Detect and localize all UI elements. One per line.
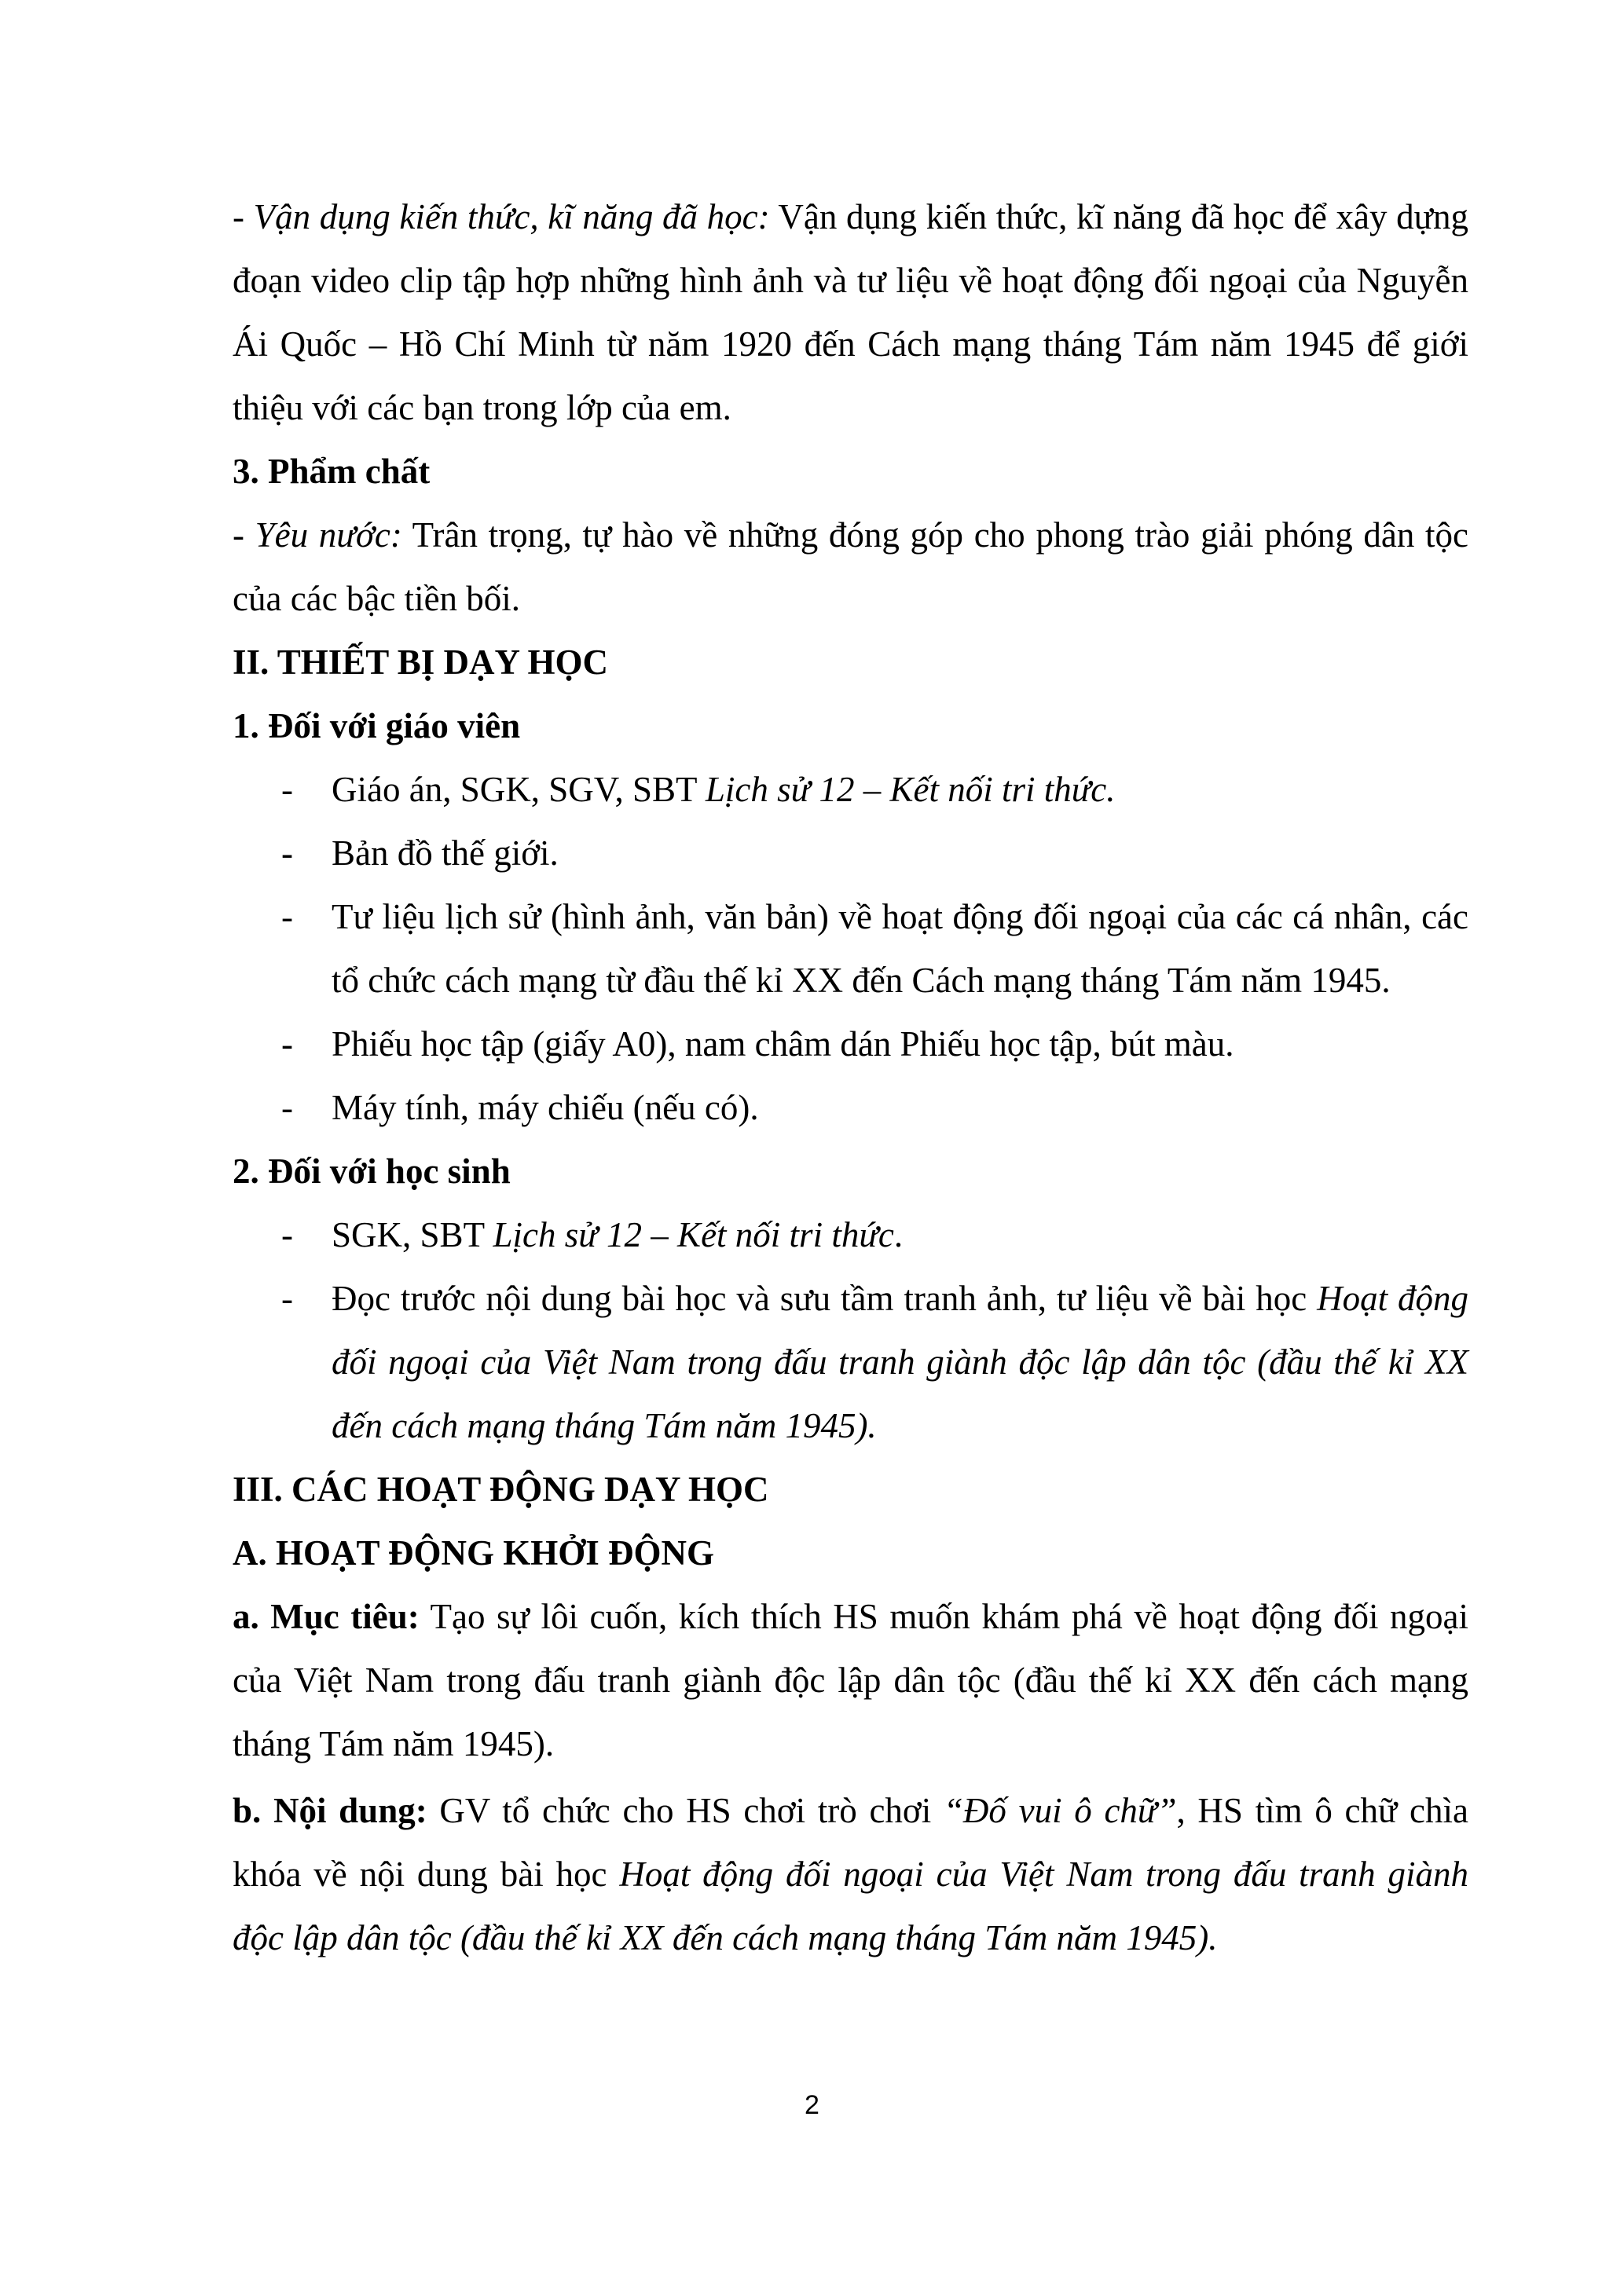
paragraph-patriotism <box>233 504 1468 631</box>
text-patriotism: Trân trọng, tự hào về những đóng góp cho phong trào giải phóng dân tộc của các bậc tiền bối. <box>233 515 1468 618</box>
dash: - <box>281 770 293 809</box>
dash: - <box>281 1215 293 1254</box>
paragraph-apply-skills <box>233 185 1468 440</box>
paragraph-content <box>233 1779 1468 1970</box>
dash: - <box>281 1024 293 1064</box>
heading-student: 2. Đối với học sinh <box>233 1152 511 1191</box>
paragraph-goal <box>233 1585 1468 1776</box>
item-text: Phiếu học tập (giấy A0), nam châm dán Phiếu học tập, bút màu. <box>332 1024 1234 1064</box>
book-title: Lịch sử 12 – Kết nối tri thức. <box>705 770 1116 809</box>
dash: - <box>233 197 254 236</box>
book-title: Lịch sử 12 – Kết nối tri thức <box>493 1215 894 1254</box>
item-text: Bản đồ thế giới. <box>332 833 559 873</box>
item-text: Máy tính, máy chiếu (nếu có). <box>332 1088 759 1127</box>
game-name: “Đố vui ô chữ” <box>943 1791 1177 1830</box>
list-item <box>233 1013 1468 1076</box>
list-item <box>233 1267 1468 1458</box>
dash: - <box>233 515 255 555</box>
item-text: Tư liệu lịch sử (hình ảnh, văn bản) về hoạt động đối ngoại của các cá nhân, các tổ chức cách mạng từ đầu thế kỉ XX đến Cách mạng tháng Tám năm 1945. <box>332 897 1468 1000</box>
heading-warmup: A. HOẠT ĐỘNG KHỞI ĐỘNG <box>233 1533 714 1573</box>
dash: - <box>281 1279 293 1318</box>
dash: - <box>281 1088 293 1127</box>
item-text: Đọc trước nội dung bài học và sưu tầm tranh ảnh, tư liệu về bài học <box>332 1279 1318 1318</box>
document-page <box>233 185 1468 1970</box>
item-text: Giáo án, SGK, SGV, SBT <box>332 770 706 809</box>
heading-equipment: II. THIẾT BỊ DẠY HỌC <box>233 643 609 682</box>
label-apply-skills: Vận dụng kiến thức, kĩ năng đã học: <box>253 197 770 236</box>
heading-activities: III. CÁC HOẠT ĐỘNG DẠY HỌC <box>233 1470 769 1509</box>
text-apply-skills: Vận dụng kiến thức, kĩ năng đã học để xây dựng đoạn video clip tập hợp những hình ảnh và tư liệu về hoạt động đối ngoại của Nguyễn Ái Quốc – Hồ Chí Minh từ năm 1920 đến Cách mạng tháng Tám năm 1945 để giới thiệu với các bạn trong lớp của em. <box>233 197 1468 427</box>
lesson-title: Hoạt động đối ngoại của Việt Nam trong đấu tranh giành độc lập dân tộc (đầu thế kỉ XX đến cách mạng tháng Tám năm 1945). <box>332 1279 1468 1445</box>
student-list <box>233 1203 1468 1458</box>
list-item <box>233 822 1468 885</box>
list-item <box>233 1076 1468 1140</box>
text-content-1: GV tổ chức cho HS chơi trò chơi <box>427 1791 944 1830</box>
dash: - <box>281 897 293 936</box>
item-text: SGK, SBT <box>332 1215 493 1254</box>
label-goal: a. Mục tiêu: <box>233 1597 420 1636</box>
text-goal: Tạo sự lôi cuốn, kích thích HS muốn khám phá về hoạt động đối ngoại của Việt Nam trong đấu tranh giành độc lập dân tộc (đầu thế kỉ XX đến cách mạng tháng Tám năm 1945). <box>233 1597 1468 1763</box>
item-end: . <box>893 1215 904 1254</box>
heading-quality: 3. Phẩm chất <box>233 452 431 491</box>
list-item <box>233 1203 1468 1267</box>
list-item <box>233 885 1468 1013</box>
label-patriotism: Yêu nước: <box>255 515 402 555</box>
teacher-list <box>233 758 1468 1140</box>
text-content-2: , HS tìm ô chữ chìa khóa về nội dung bài học <box>233 1791 1469 1894</box>
dash: - <box>281 833 293 873</box>
page-number: 2 <box>805 2090 819 2120</box>
heading-teacher: 1. Đối với giáo viên <box>233 706 521 745</box>
list-item <box>233 758 1468 822</box>
label-content: b. Nội dung: <box>233 1791 427 1830</box>
lesson-title: Hoạt động đối ngoại của Việt Nam trong đấu tranh giành độc lập dân tộc (đầu thế kỉ XX đến cách mạng tháng Tám năm 1945). <box>233 1855 1468 1957</box>
